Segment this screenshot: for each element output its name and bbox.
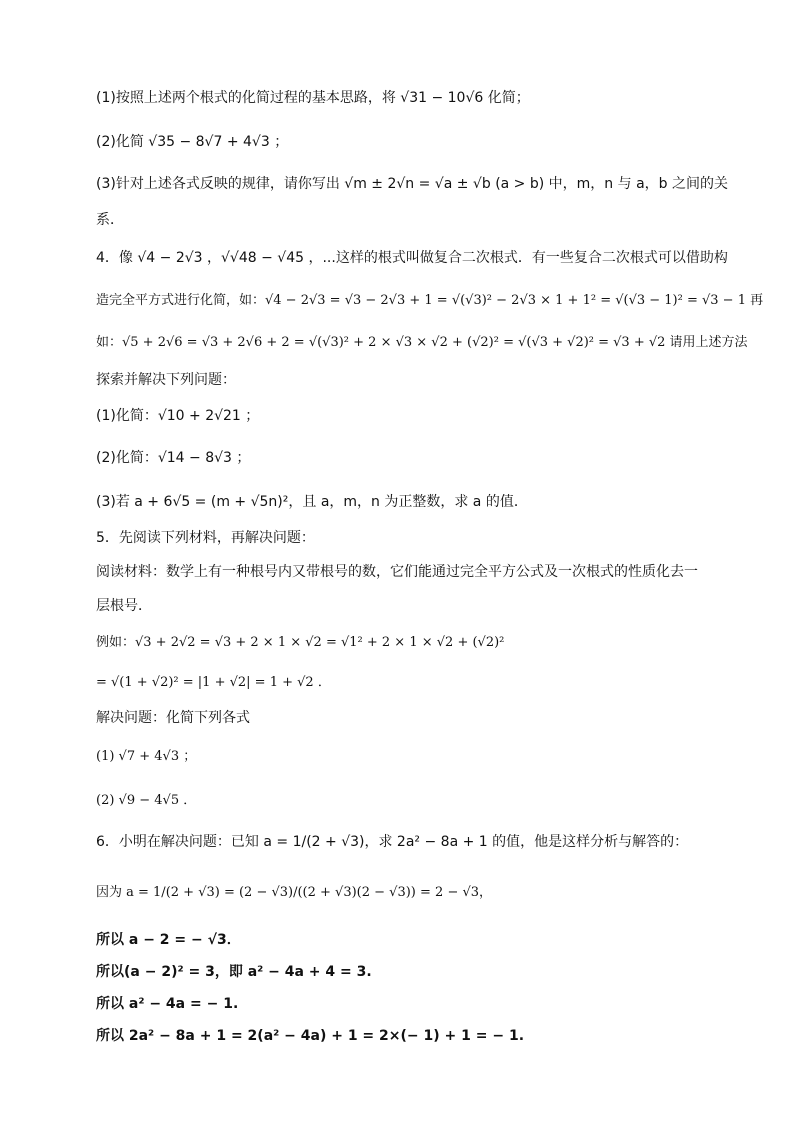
problem-3-part-3-cont: 系．	[96, 212, 124, 228]
problem-4-example-2: 如：√5 + 2√6 = √3 + 2√6 + 2 = √(√3)² + 2 × √3 × √2 + (√2)² = √(√3 + √2)² = √3 + √2 请用上述方法	[96, 335, 748, 350]
problem-4-part-2: (2)化简：√14 − 8√3 ；	[96, 450, 251, 466]
problem-5-example-2: = √(1 + √2)² = |1 + √2| = 1 + √2 ．	[96, 675, 331, 690]
problem-6-intro: 6．小明在解决问题：已知 a = 1/(2 + √3)，求 2a² − 8a + 1 的值，他是这样分析与解答的：	[96, 834, 689, 850]
problem-5-part-2: (2) √9 − 4√5 ．	[96, 793, 197, 808]
problem-5-material: 阅读材料：数学上有一种根号内又带根号的数，它们能通过完全平方公式及一次根式的性质化去一	[96, 564, 698, 580]
problem-3-part-3: (3)针对上述各式反映的规律，请你写出 √m ± 2√n = √a ± √b (a > b) 中，m，n 与 a，b 之间的关	[96, 176, 728, 192]
problem-4-intro: 4．像 √4 − 2√3 ，√√48 − √45 ，...这样的根式叫做复合二次根式．有一些复合二次根式可以借助构	[96, 250, 728, 266]
problem-4-part-3: (3)若 a + 6√5 = (m + √5n)²，且 a，m，n 为正整数，求 a 的值．	[96, 494, 528, 510]
problem-3-part-1: (1)按照上述两个根式的化简过程的基本思路，将 √31 − 10√6 化简；	[96, 90, 530, 106]
problem-5-task: 解决问题：化简下列各式	[96, 710, 250, 726]
problem-6-step-3: 所以(a − 2)² = 3，即 a² − 4a + 4 = 3.	[96, 964, 372, 980]
problem-5-material-cont: 层根号．	[96, 598, 152, 614]
problem-6-step-5: 所以 2a² − 8a + 1 = 2(a² − 4a) + 1 = 2×(− 1) + 1 = − 1.	[96, 1028, 525, 1044]
problem-4-example-1: 造完全平方式进行化简，如：√4 − 2√3 = √3 − 2√3 + 1 = √(√3)² − 2√3 × 1 + 1² = √(√3 − 1)² = √3 − 1 再	[96, 293, 764, 308]
problem-6-step-1: 因为 a = 1/(2 + √3) = (2 − √3)/((2 + √3)(2 − √3)) = 2 − √3，	[96, 885, 493, 900]
problem-3-part-2: (2)化简 √35 − 8√7 + 4√3 ；	[96, 134, 289, 150]
problem-4-instruction: 探索并解决下列问题：	[96, 372, 236, 388]
problem-5-part-1: (1) √7 + 4√3 ；	[96, 749, 197, 764]
problem-4-part-1: (1)化简：√10 + 2√21 ；	[96, 408, 260, 424]
problem-6-step-2: 所以 a − 2 = − √3．	[96, 932, 241, 948]
problem-6-step-4: 所以 a² − 4a = − 1.	[96, 996, 239, 1012]
problem-5-example-1: 例如：√3 + 2√2 = √3 + 2 × 1 × √2 = √1² + 2 × 1 × √2 + (√2)²	[96, 635, 505, 650]
problem-5-intro: 5．先阅读下列材料，再解决问题：	[96, 530, 315, 546]
